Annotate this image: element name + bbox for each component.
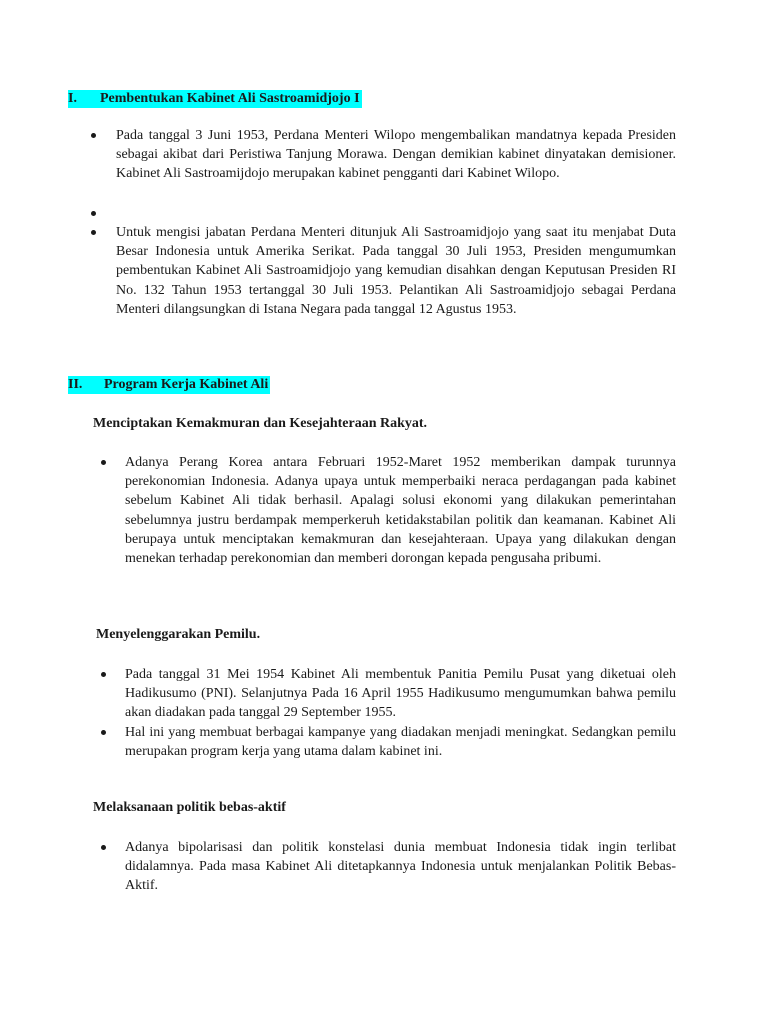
section-1-title: Pembentukan Kabinet Ali Sastroamidjojo I xyxy=(100,91,360,106)
bullet-icon xyxy=(91,133,96,138)
section-2-number: II. xyxy=(68,377,83,392)
program-1-bullet-1: Adanya Perang Korea antara Februari 1952-Maret 1952 memberikan dampak turunnya perekonomian Indonesia. Adanya upaya untuk memperbaiki neraca perdagangan pada kabinet sebelum Kabinet Ali tidak berhasil. Apalagi solusi ekonomi yang dilakukan pemerintahan sebelumnya justru berdampak memperkeruh ketidakstabilan politik dan keamanan. Kabinet Ali berupaya untuk menciptakan kemakmuran dan kesejahteraan. Upaya yang dilakukan dengan menekan terhadap perekonomian dan memberi dorongan kepada pengusaha pribumi. xyxy=(125,455,676,567)
program-3-title: Melaksanaan politik bebas-aktif xyxy=(93,800,286,815)
bullet-icon xyxy=(91,230,96,235)
program-2-title: Menyelenggarakan Pemilu. xyxy=(96,627,261,642)
bullet-icon xyxy=(91,211,96,216)
program-2-bullet-2: Hal ini yang membuat berbagai kampanye yang diadakan menjadi meningkat. Sedangkan pemilu merupakan program kerja yang utama dalam kabinet ini. xyxy=(125,725,676,760)
bullet-icon xyxy=(101,730,106,735)
section-1-bullet-3: Untuk mengisi jabatan Perdana Menteri ditunjuk Ali Sastroamidjojo yang saat itu menjabat Duta Besar Indonesia untuk Amerika Serikat. Pada tanggal 30 Juli 1953, Presiden mengumumkan pembentukan Kabinet Ali Sastroamidjojo yang kemudian disahkan dengan Keputusan Presiden RI No. 132 Tahun 1953 tertanggal 30 Juli 1953. Pelantikan Ali Sastroamidjojo sebagai Perdana Menteri dilangsungkan di Istana Negara pada tanggal 12 Agustus 1953. xyxy=(116,225,676,317)
section-1-number: I. xyxy=(68,91,77,106)
bullet-icon xyxy=(101,672,106,677)
section-1-heading xyxy=(68,90,362,108)
program-3-bullet-1: Adanya bipolarisasi dan politik konstelasi dunia membuat Indonesia tidak ingin terlibat didalamnya. Pada masa Kabinet Ali ditetapkannya Indonesia untuk menjalankan Politik Bebas-Aktif. xyxy=(125,840,676,894)
section-1-bullet-1: Pada tanggal 3 Juni 1953, Perdana Menteri Wilopo mengembalikan mandatnya kepada Presiden sebagai akibat dari Peristiwa Tanjung Morawa. Dengan demikian kabinet dinyatakan demisioner. Kabinet Ali Sastroamijdojo merupakan kabinet pengganti dari Kabinet Wilopo. xyxy=(116,128,676,182)
section-2-heading xyxy=(68,376,270,394)
section-2-title: Program Kerja Kabinet Ali xyxy=(104,377,269,392)
bullet-icon xyxy=(101,845,106,850)
bullet-icon xyxy=(101,460,106,465)
program-2-bullet-1: Pada tanggal 31 Mei 1954 Kabinet Ali membentuk Panitia Pemilu Pusat yang diketuai oleh Hadikusumo (PNI). Selanjutnya Pada 16 April 1955 Hadikusumo mengumumkan bahwa pemilu akan diadakan pada tanggal 29 September 1955. xyxy=(125,667,676,721)
program-1-title: Menciptakan Kemakmuran dan Kesejahteraan Rakyat. xyxy=(93,416,428,431)
